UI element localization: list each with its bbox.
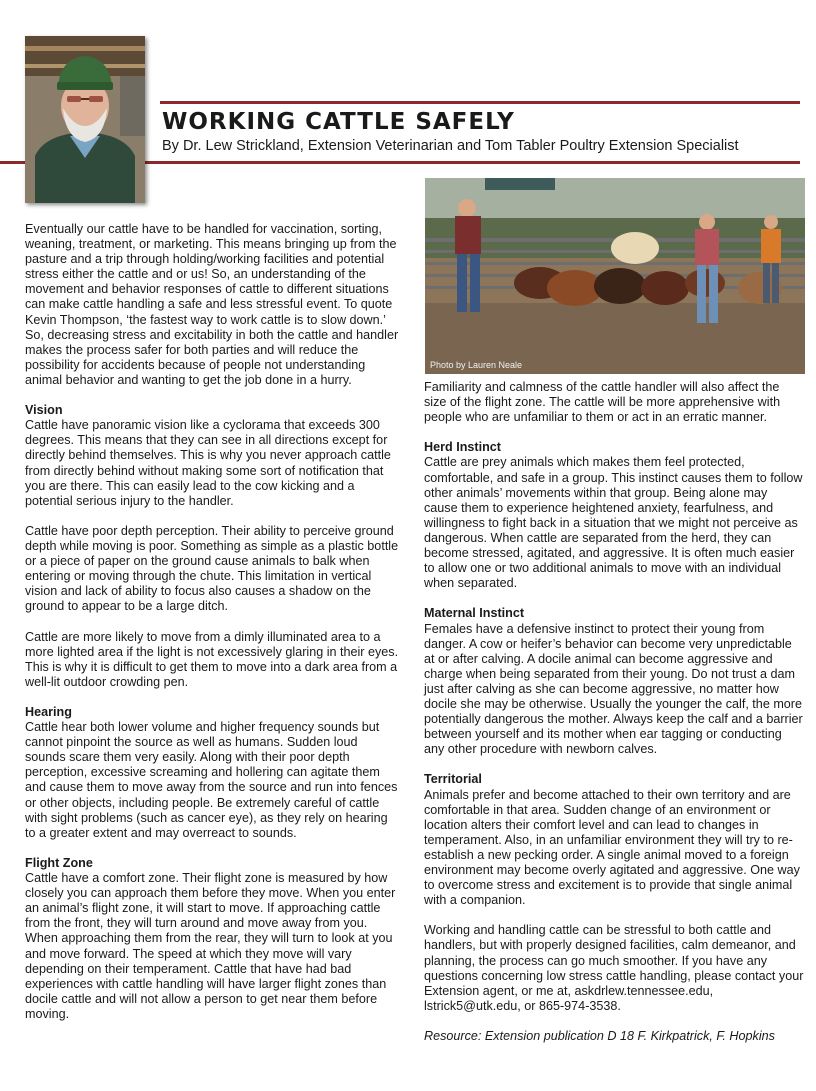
herd-instinct-paragraph: Cattle are prey animals which makes them feel protected, comfortable, and safe in a group. This instinct causes them to follow other animals’ movements within that group. Being alone may cause them to experience heightened anxiety, fearfulness, and willingness to fight back in a situation that we might not perceive as dangerous. When cattle are separated from the herd, they can become stressed, agitated, and aggressive. It is often much easier to allow one or two additional animals to move with an individual when separated.: [424, 455, 803, 591]
vision-paragraph-3: Cattle are more likely to move from a dimly illuminated area to a more lighted area if the light is not excessively glaring in their eyes. This is why it is difficult to get them to move into a dark area from a well-lit outdoor crowding pen.: [25, 629, 399, 689]
territorial-heading: Territorial: [424, 772, 482, 787]
right-column: [424, 380, 804, 1059]
vision-paragraph-2: Cattle have poor depth perception. Their ability to perceive ground depth while moving is poor. Something as simple as a plastic bottle or a piece of paper on the ground cause animals to balk when entering or moving through the chute. This limitation in vertical vision and lack of ability to focus also causes a shadow on the ground to appear to be a large ditch.: [25, 523, 399, 614]
flight-zone-continued: Familiarity and calmness of the cattle handler will also affect the size of the flight zone. The cattle will be more apprehensive with people who are unfamiliar to them or act in an erratic manner.: [424, 380, 781, 425]
cattle-photo: [425, 178, 805, 374]
closing-paragraph: Working and handling cattle can be stressful to both cattle and handlers, but with properly designed facilities, calm demeanor, and planning, the process can go much smoother. If you have any questions concerning low stress cattle handling, please contact your Extension agent, or me at, askdrlew.tennessee.edu, lstrick5@utk.edu, or 865-974-3538.: [424, 923, 804, 1013]
flight-zone-heading: Flight Zone: [25, 855, 93, 870]
maternal-instinct-heading: Maternal Instinct: [424, 606, 525, 621]
left-column: [25, 222, 400, 1037]
author-portrait: [25, 36, 145, 203]
page-title: WORKING CATTLE SAFELY: [162, 109, 515, 135]
header-rule-top: [160, 101, 800, 104]
hearing-paragraph: Cattle hear both lower volume and higher frequency sounds but cannot pinpoint the source as well as humans. Sudden loud sounds scare them very easily. Along with their poor depth perception, excessive screaming and hollering can agitate them and cause them to move away from the source and run into fences or other objects, including people. Be extremely careful of cattle with sight problems (such as cancer eye), as they rely on hearing to a greater extent and may overreact to sounds.: [25, 720, 398, 840]
flight-zone-paragraph: Cattle have a comfort zone. Their flight zone is measured by how closely you can approach them before they move. When you enter an animal’s flight zone, it will start to move. If approaching cattle from the front, they will turn around and move away from you. When approaching them from the rear, they will turn to look at you and move forward. The speed at which they move will vary depending on their temperament. Cattle that have had bad experiences with cattle handling will have larger flight zones than docile cattle and will not allow a person to get near them before moving.: [25, 871, 396, 1021]
vision-heading: Vision: [25, 403, 63, 418]
resource-citation: Resource: Extension publication D 18 F. Kirkpatrick, F. Hopkins: [424, 1029, 775, 1044]
territorial-paragraph: Animals prefer and become attached to their own territory and are comfortable in that area. Sudden change of an environment or location alters their comfort level and can lead to changes in temperament. Also, in an unfamiliar environment they will try to re-establish a new pecking order. A single animal moved to a foreign environment may become overly agitated and aggressive. One way to overcome stress and excitement is to provide that single animal with a companion.: [424, 787, 800, 908]
herd-instinct-heading: Herd Instinct: [424, 440, 501, 455]
intro-paragraph: Eventually our cattle have to be handled for vaccination, sorting, weaning, treatment, or marketing. This means bringing up from the pasture and a trip through holding/working facilities and potential stress either the cattle and or us! So, an understanding of the movement and behavior responses of cattle to different situations can make cattle handling a safe and less stressful event. To quote Kevin Thompson, ‘the fastest way to work cattle is to slow down.’ So, decreasing stress and excitability in both the cattle and handler makes the process safer for both parties and will reduce the possibility for accidents because of people not understanding animal behavior and wanting to get the job done in a hurry.: [25, 222, 399, 387]
hearing-heading: Hearing: [25, 705, 72, 719]
photo-credit: Photo by Lauren Neale: [430, 360, 523, 370]
vision-paragraph-1: Cattle have panoramic vision like a cyclorama that exceeds 300 degrees. This means that they can see in all directions except for directly behind themselves. This is why you never approach cattle from directly behind without making some sort of notification that you are there. This can easily lead to the cow kicking and a potential serious injury to the handler.: [25, 418, 391, 508]
byline: By Dr. Lew Strickland, Extension Veterinarian and Tom Tabler Poultry Extension Specialist: [162, 138, 739, 154]
maternal-instinct-paragraph: Females have a defensive instinct to protect their young from danger. A cow or heifer’s behavior can become very unpredictable at or after calving. A docile animal can become aggressive and charge when being separated from their young. Do not trust a dam just after calving as she can become aggressive, no matter how docile she may be otherwise. Usually the younger the calf, the more potentially dangerous the mother. Always keep the calf and a barrier between yourself and its mother when ear tagging or conducting any other procedure with newborn calves.: [424, 621, 803, 757]
